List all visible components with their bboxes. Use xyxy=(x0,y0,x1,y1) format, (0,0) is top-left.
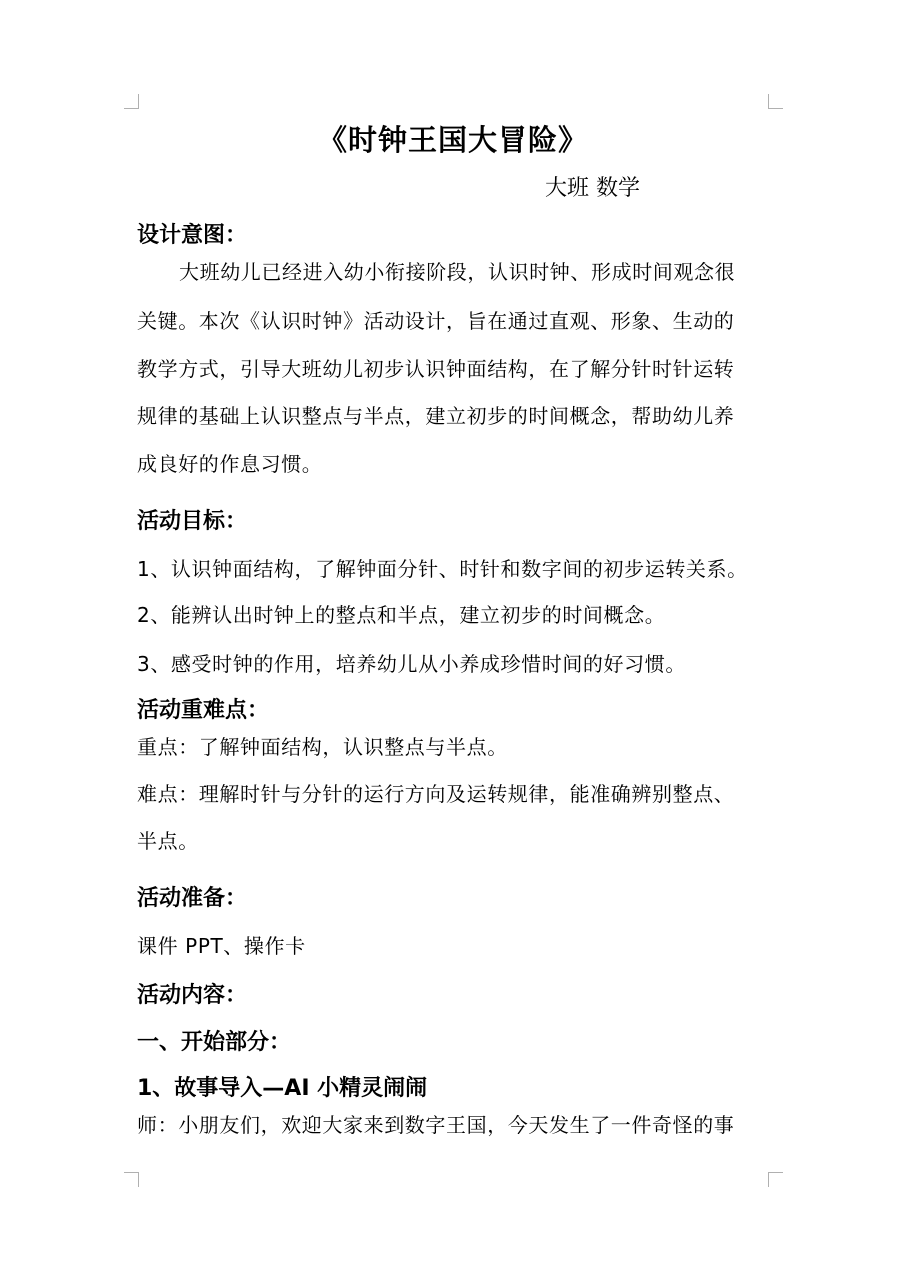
preparation-heading: 活动准备： xyxy=(137,886,248,911)
part-one-heading: 一、开始部分： xyxy=(137,1030,292,1055)
section-one-heading: 1、故事导入—AI 小精灵闹闹 xyxy=(137,1076,428,1101)
key-points-heading: 活动重难点： xyxy=(137,698,270,723)
key-point-line: 重点：了解钟面结构，认识整点与半点。 xyxy=(137,735,508,759)
teacher-line: 师：小朋友们，欢迎大家来到数字王国，今天发生了一件奇怪的事 xyxy=(137,1113,735,1137)
crop-mark-bottom-right xyxy=(768,1172,783,1187)
content-heading: 活动内容： xyxy=(137,983,248,1008)
key-point-line: 难点：理解时针与分针的运行方向及运转规律，能准确辨别整点、 xyxy=(137,782,735,806)
design-intent-line: 成良好的作息习惯。 xyxy=(137,452,323,476)
design-intent-line: 规律的基础上认识整点与半点，建立初步的时间概念，帮助幼儿养 xyxy=(137,404,735,428)
goals-heading: 活动目标： xyxy=(137,509,248,534)
design-intent-heading: 设计意图： xyxy=(137,223,248,248)
document-title: 《时钟王国大冒险》 xyxy=(317,123,588,157)
goal-item: 2、能辨认出时钟上的整点和半点，建立初步的时间概念。 xyxy=(137,603,666,627)
goal-item: 3、感受时钟的作用，培养幼儿从小养成珍惜时间的好习惯。 xyxy=(137,652,686,676)
preparation-text: 课件 PPT、操作卡 xyxy=(137,934,306,958)
crop-mark-bottom-left xyxy=(124,1172,139,1187)
design-intent-line: 大班幼儿已经进入幼小衔接阶段，认识时钟、形成时间观念很 xyxy=(179,260,736,284)
crop-mark-top-left xyxy=(124,94,139,109)
document-subtitle: 大班 数学 xyxy=(545,176,640,201)
design-intent-line: 关键。本次《认识时钟》活动设计，旨在通过直观、形象、生动的 xyxy=(137,309,735,333)
crop-mark-top-right xyxy=(768,94,783,109)
goal-item: 1、认识钟面结构，了解钟面分针、时针和数字间的初步运转关系。 xyxy=(137,557,748,581)
key-point-line: 半点。 xyxy=(137,829,199,853)
design-intent-line: 教学方式，引导大班幼儿初步认识钟面结构，在了解分针时针运转 xyxy=(137,357,735,381)
